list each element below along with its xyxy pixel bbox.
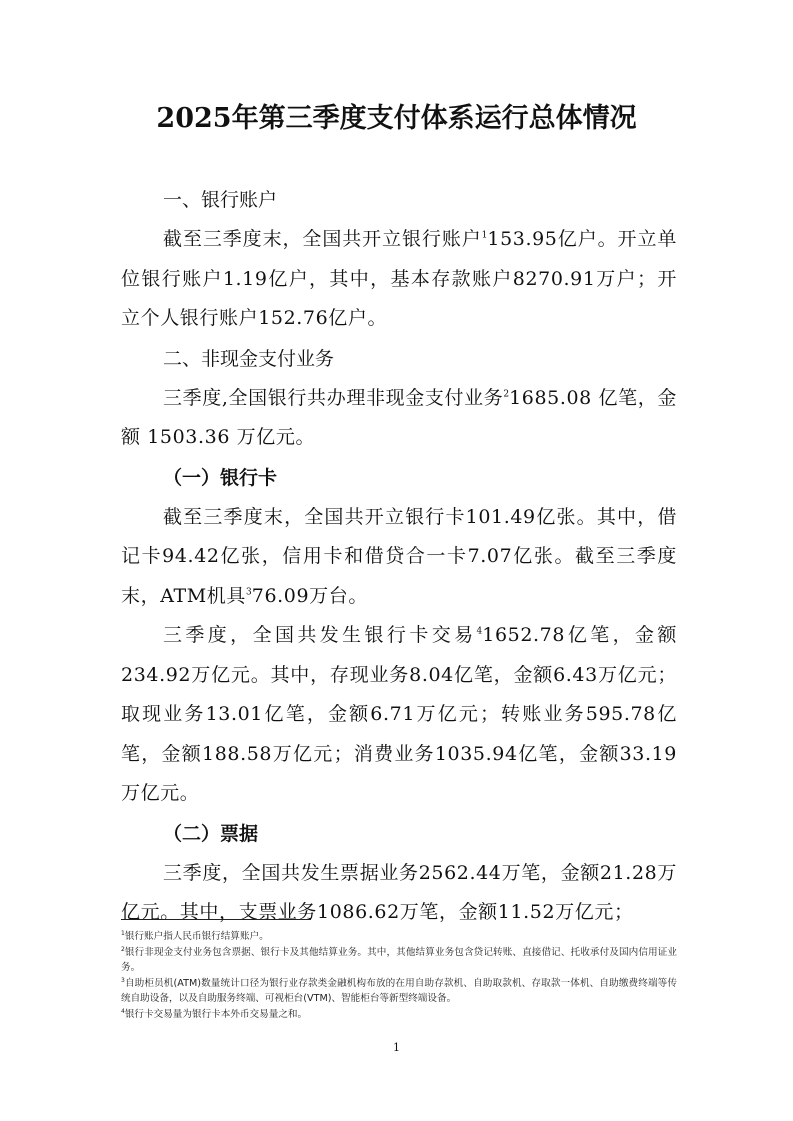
paragraph-text: 1685.08 亿笔，金额 1503.36 万亿元。 (121, 386, 677, 448)
section-heading-bank-accounts: 一、银行账户 (163, 189, 278, 211)
paragraph-text: 截至三季度末，全国共开立银行账户 (163, 228, 482, 250)
footnote-number: 1 (121, 929, 125, 937)
page-number: 1 (393, 1041, 400, 1054)
paragraph-bank-card-transactions (121, 616, 677, 814)
paragraph-bills: 三季度，全国共发生票据业务2562.44万笔，金额21.28万亿元。其中，支票业务1086.62万笔，金额11.52万亿元； (121, 861, 677, 923)
paragraph-bank-accounts (121, 220, 677, 339)
paragraph-text: 76.09万台。 (251, 584, 368, 607)
paragraph-text: 截至三季度末，全国共开立银行卡101.49亿张。其中，借记卡94.42亿张，信用卡和借贷合一卡7.07亿张。截至三季度末，ATM机具 (121, 505, 677, 607)
footnotes (121, 929, 677, 1022)
footnote-text: 银行卡交易量为银行卡本外币交易量之和。 (124, 1008, 308, 1020)
document-title: 2025年第三季度支付体系运行总体情况 (156, 103, 637, 134)
document-body (121, 180, 677, 933)
footnote-number: 3 (121, 976, 125, 984)
footnote-2 (121, 945, 677, 976)
footnote-divider (121, 919, 311, 920)
paragraph-text: 153.95亿户。开立单位银行账户1.19亿户，其中，基本存款账户8270.91万户；开立个人银行账户152.76亿户。 (121, 228, 677, 329)
footnote-text: 银行账户指人民币银行结算账户。 (124, 931, 269, 942)
footnote-1 (121, 929, 677, 945)
footnote-ref-1[interactable]: 1 (481, 230, 488, 241)
footnote-number: 4 (121, 1007, 125, 1015)
footnote-ref-3[interactable]: 3 (246, 587, 252, 598)
footnote-text: 自助柜员机(ATM)数量统计口径为银行业存款类金融机构布放的在用自助存款机、自助取款机、存取款一体机、自助缴费终端等传统自助设备，以及自助服务终端、可视柜台(VTM)、智能柜台等新型终端设备。 (121, 977, 677, 1004)
paragraph-non-cash-payments (121, 379, 677, 458)
footnote-3 (121, 976, 677, 1007)
paragraph-text: 三季度,全国银行共办理非现金支付业务 (163, 386, 504, 409)
section-heading-non-cash-payments: 二、非现金支付业务 (163, 347, 335, 370)
paragraph-text: 1652.78亿笔，金额234.92万亿元。其中，存现业务8.04亿笔，金额6.43万亿元；取现业务13.01亿笔，金额6.71万亿元；转账业务595.78亿笔，金额188.58万亿元；消费业务1035.94亿笔，金额33.19万亿元。 (121, 624, 677, 804)
paragraph-text: 三季度，全国共发生银行卡交易 (163, 624, 477, 646)
footnote-number: 2 (121, 945, 125, 953)
subsection-heading-bills: （二）票据 (163, 822, 259, 845)
footnote-text: 银行非现金支付业务包含票据、银行卡及其他结算业务。其中，其他结算业务包含贷记转账、直接借记、托收承付及国内信用证业务。 (121, 946, 677, 973)
footnote-ref-2[interactable]: 2 (503, 389, 510, 400)
paragraph-bank-cards-count (121, 498, 677, 617)
subsection-heading-bank-cards: （一）银行卡 (163, 466, 278, 489)
footnote-4 (121, 1007, 677, 1023)
footnote-ref-4[interactable]: 4 (476, 626, 483, 637)
